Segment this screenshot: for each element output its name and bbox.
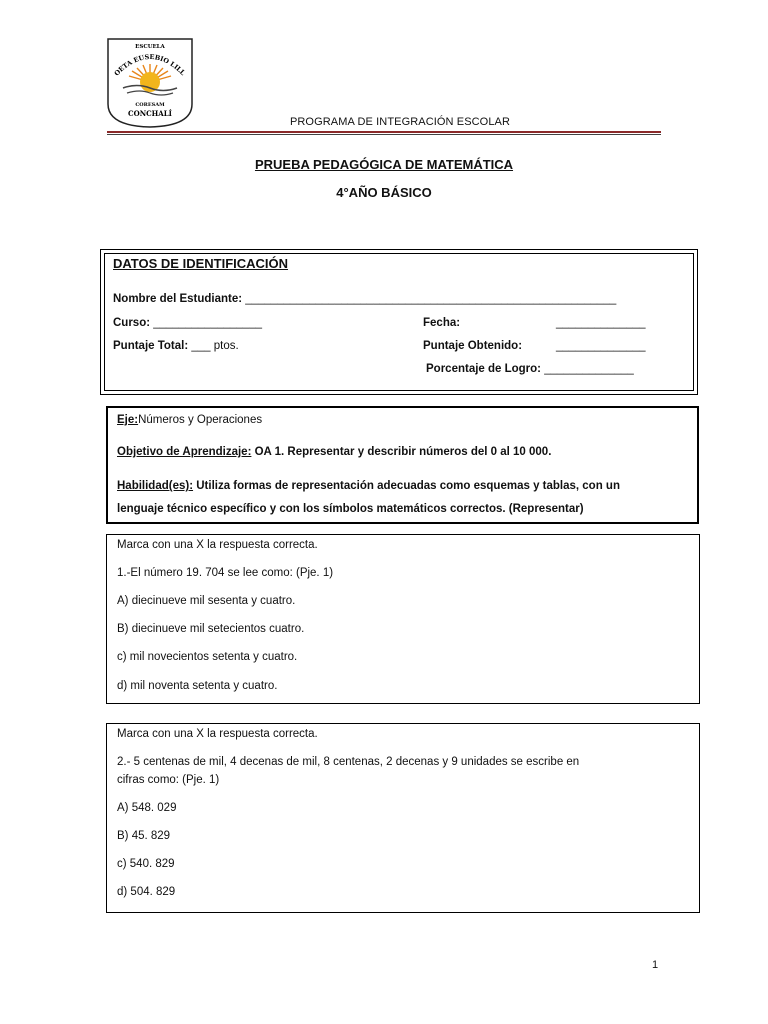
axis-row [117, 414, 262, 426]
logo-arc-text: OETA EUSEBIO LILL [112, 52, 187, 78]
question-1-option-b[interactable]: B) diecinueve mil setecientos cuatro. [117, 623, 305, 635]
date-field[interactable]: ______________ [556, 317, 646, 329]
logo-top-text: ESCUELA [135, 44, 165, 50]
question-2-option-b[interactable]: B) 45. 829 [117, 830, 171, 842]
course-field[interactable]: _________________ [153, 317, 262, 329]
grade-title: 4°AÑO BÁSICO [336, 185, 432, 200]
question-2-box [106, 723, 700, 913]
total-score-unit: ptos. [213, 340, 239, 352]
question-1-option-a[interactable]: A) diecinueve mil sesenta y cuatro. [117, 595, 296, 607]
student-name-row [113, 293, 616, 305]
date-label: Fecha: [423, 317, 461, 329]
student-name-label: Nombre del Estudiante: [113, 293, 243, 305]
skill-label: Habilidad(es): [117, 480, 194, 492]
goal-row [117, 446, 551, 458]
question-1-option-c[interactable]: c) mil novecientos setenta y cuatro. [117, 651, 298, 663]
question-1-instruction: Marca con una X la respuesta correcta. [117, 539, 318, 551]
total-score-label: Puntaje Total: [113, 340, 189, 352]
question-2-prompt-line-1: 2.- 5 centenas de mil, 4 decenas de mil, 8 centenas, 2 decenas y 9 unidades se escribe en [117, 756, 580, 768]
test-title: PRUEBA PEDAGÓGICA DE MATEMÁTICA [254, 157, 514, 172]
identification-heading: DATOS DE IDENTIFICACIÓN [113, 256, 289, 271]
question-2-option-c[interactable]: c) 540. 829 [117, 858, 175, 870]
achievement-label: Porcentaje de Logro: [426, 363, 542, 375]
skill-line-2: lenguaje técnico específico y con los símbolos matemáticos correctos. (Representar) [117, 503, 584, 515]
logo-city-text: CONCHALÍ [128, 109, 172, 118]
goal-value: OA 1. Representar y describir números del 0 al 10 000. [254, 446, 552, 458]
total-score-field[interactable]: ___ [191, 340, 211, 352]
skill-line-1: Utiliza formas de representación adecuadas como esquemas y tablas, con un [196, 480, 620, 492]
logo-org-text: CORESAM [135, 102, 165, 108]
obtained-score-label: Puntaje Obtenido: [423, 340, 523, 352]
axis-label: Eje: [117, 414, 139, 426]
question-2-prompt-line-2: cifras como: (Pje. 1) [117, 774, 220, 786]
question-1-option-d[interactable]: d) mil noventa setenta y cuatro. [117, 680, 278, 692]
question-2-instruction: Marca con una X la respuesta correcta. [117, 728, 318, 740]
achievement-field[interactable]: ______________ [544, 363, 634, 375]
obtained-score-field[interactable]: ______________ [556, 340, 646, 352]
question-1-prompt: 1.-El número 19. 704 se lee como: (Pje. 1) [117, 567, 334, 579]
school-logo [107, 38, 193, 128]
goal-label: Objetivo de Aprendizaje: [117, 446, 252, 458]
question-1-box [106, 534, 700, 704]
school-crest-icon [107, 38, 193, 128]
course-row [113, 317, 262, 329]
page-number: 1 [652, 959, 659, 971]
header-divider-thin [107, 134, 661, 135]
question-2-option-d[interactable]: d) 504. 829 [117, 886, 176, 898]
skill-row [117, 480, 620, 492]
achievement-row [426, 363, 634, 375]
header-divider [107, 131, 661, 133]
question-2-option-a[interactable]: A) 548. 029 [117, 802, 177, 814]
total-score-row [113, 340, 239, 352]
program-title: PROGRAMA DE INTEGRACIÓN ESCOLAR [289, 116, 511, 128]
student-name-field[interactable]: __________________________________________________________ [245, 293, 617, 305]
course-label: Curso: [113, 317, 151, 329]
axis-value: Números y Operaciones [138, 414, 263, 426]
